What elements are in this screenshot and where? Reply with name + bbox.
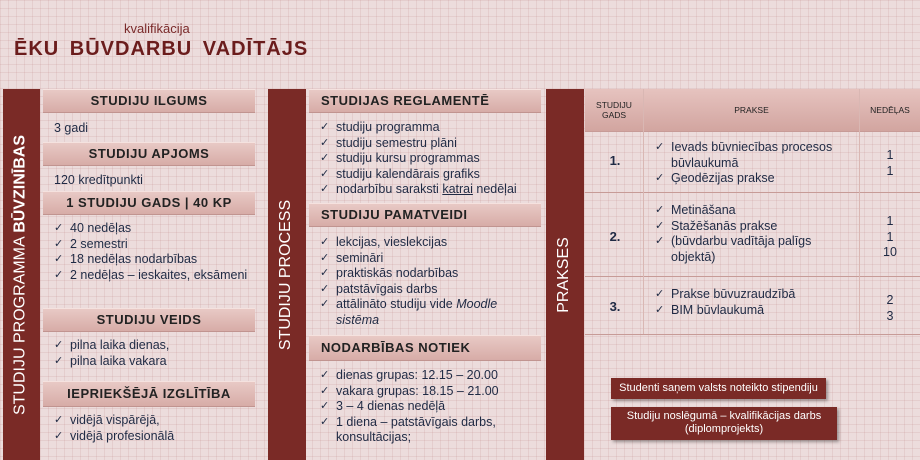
process-sidebar-bar <box>268 89 306 460</box>
table-header-practice: PRAKSE <box>644 89 859 131</box>
list-item: ✓ Ievads būvniecības procesos būvlaukumā <box>653 140 853 171</box>
row-divider <box>585 276 920 277</box>
list-item: ✓ 3 – 4 dienas nedēļā <box>318 399 540 415</box>
table-row-year: 1. <box>609 153 621 168</box>
list-item: ✓ pilna laika vakara <box>52 354 252 370</box>
process-vertical-label: STUDIJU PROCESS <box>277 199 294 351</box>
table-row-year: 3. <box>609 299 621 314</box>
list-item: ✓ 40 nedēļas <box>52 221 252 237</box>
row-divider <box>585 131 920 132</box>
volume-header: STUDIJU APJOMS <box>43 142 255 166</box>
list-item: ✓ vakara grupas: 18.15 – 21.00 <box>318 384 540 400</box>
volume-value: 120 kredītpunkti <box>54 173 143 187</box>
row-divider <box>585 192 920 193</box>
table-row-weeks: 1 1 10 <box>883 214 897 259</box>
row-divider <box>585 334 920 335</box>
list-item: ✓ 18 nedēļas nodarbības <box>52 252 252 268</box>
study-forms-header: STUDIJU PAMATVEIDI <box>309 203 541 227</box>
program-sidebar-bar <box>3 89 40 460</box>
list-item: ✓ lekcijas, vieslekcijas <box>318 235 540 251</box>
list-item: ✓ dienas grupas: 12.15 – 20.00 <box>318 368 540 384</box>
duration-value: 3 gadi <box>54 121 89 135</box>
list-item: ✓ pilna laika dienas, <box>52 338 252 354</box>
table-header-year: STUDIJU GADS <box>585 89 643 131</box>
list-item: ✓ Metināšana <box>653 203 853 219</box>
list-item: ✓ 2 nedēļas – ieskaites, eksāmeni <box>52 268 252 284</box>
list-item: ✓ studiju programma <box>318 120 540 136</box>
table-row-weeks: 1 1 <box>886 148 894 178</box>
list-item: ✓ patstāvīgais darbs <box>318 282 540 298</box>
list-item: ✓ attālināto studiju vide Moodle sistēma <box>318 297 540 328</box>
list-item: ✓ studiju kursu programmas <box>318 151 540 167</box>
list-item: ✓ Stažēšanās prakse <box>653 219 853 235</box>
list-item: ✓ studiju semestru plāni <box>318 136 540 152</box>
table-row-weeks: 2 3 <box>886 293 894 323</box>
program-vertical-label: STUDIJU PROGRAMMA BŪVZINĪBAS <box>11 135 29 416</box>
list-item: ✓ vidējā vispārējā, <box>52 413 252 429</box>
list-item: ✓ Ģeodēzijas prakse <box>653 171 853 187</box>
table-row-practice <box>653 140 853 187</box>
list-item: ✓ 2 semestri <box>52 237 252 253</box>
column-divider <box>643 89 644 334</box>
study-year-list <box>52 221 252 283</box>
classes-header: NODARBĪBAS NOTIEK <box>309 335 541 361</box>
page-title: ĒKU BŪVDARBU VADĪTĀJS <box>14 38 309 60</box>
list-item: ✓ nodarbību saraksti katrai nedēļai <box>318 182 540 198</box>
table-row-practice <box>653 203 853 265</box>
classes-list <box>318 368 540 446</box>
list-item: ✓ semināri <box>318 251 540 267</box>
study-forms-list <box>318 235 540 328</box>
prior-education-header: IEPRIEKŠĒJĀ IZGLĪTĪBA <box>43 381 255 407</box>
table-row-practice <box>653 287 853 318</box>
list-item: ✓ (būvdarbu vadītāja palīgs objektā) <box>653 234 853 265</box>
regulations-header: STUDIJAS REGLAMENTĒ <box>309 89 541 113</box>
study-year-header: 1 STUDIJU GADS | 40 KP <box>43 191 255 215</box>
study-mode-header: STUDIJU VEIDS <box>43 308 255 332</box>
duration-header: STUDIJU ILGUMS <box>43 89 255 113</box>
list-item: ✓ BIM būvlaukumā <box>653 303 853 319</box>
prior-education-list <box>52 413 252 444</box>
list-item: ✓ studiju kalendārais grafiks <box>318 167 540 183</box>
stipend-note: Studenti saņem valsts noteikto stipendiju <box>611 378 826 399</box>
list-item: ✓ Prakse būvuzraudzībā <box>653 287 853 303</box>
qualification-label: kvalifikācija <box>124 21 190 36</box>
list-item: ✓ 1 diena – patstāvīgais darbs, konsultācijas; <box>318 415 540 446</box>
practice-vertical-label: PRAKSES <box>555 237 572 313</box>
final-work-note: Studiju noslēgumā – kvalifikācijas darbs (diplomprojekts) <box>611 407 837 440</box>
table-header-weeks: NEDĒĻAS <box>860 89 920 131</box>
table-row-year: 2. <box>609 229 621 244</box>
study-mode-list <box>52 338 252 369</box>
list-item: ✓ praktiskās nodarbības <box>318 266 540 282</box>
regulations-list <box>318 120 540 198</box>
practice-sidebar-bar <box>546 89 584 460</box>
list-item: ✓ vidējā profesionālā <box>52 429 252 445</box>
